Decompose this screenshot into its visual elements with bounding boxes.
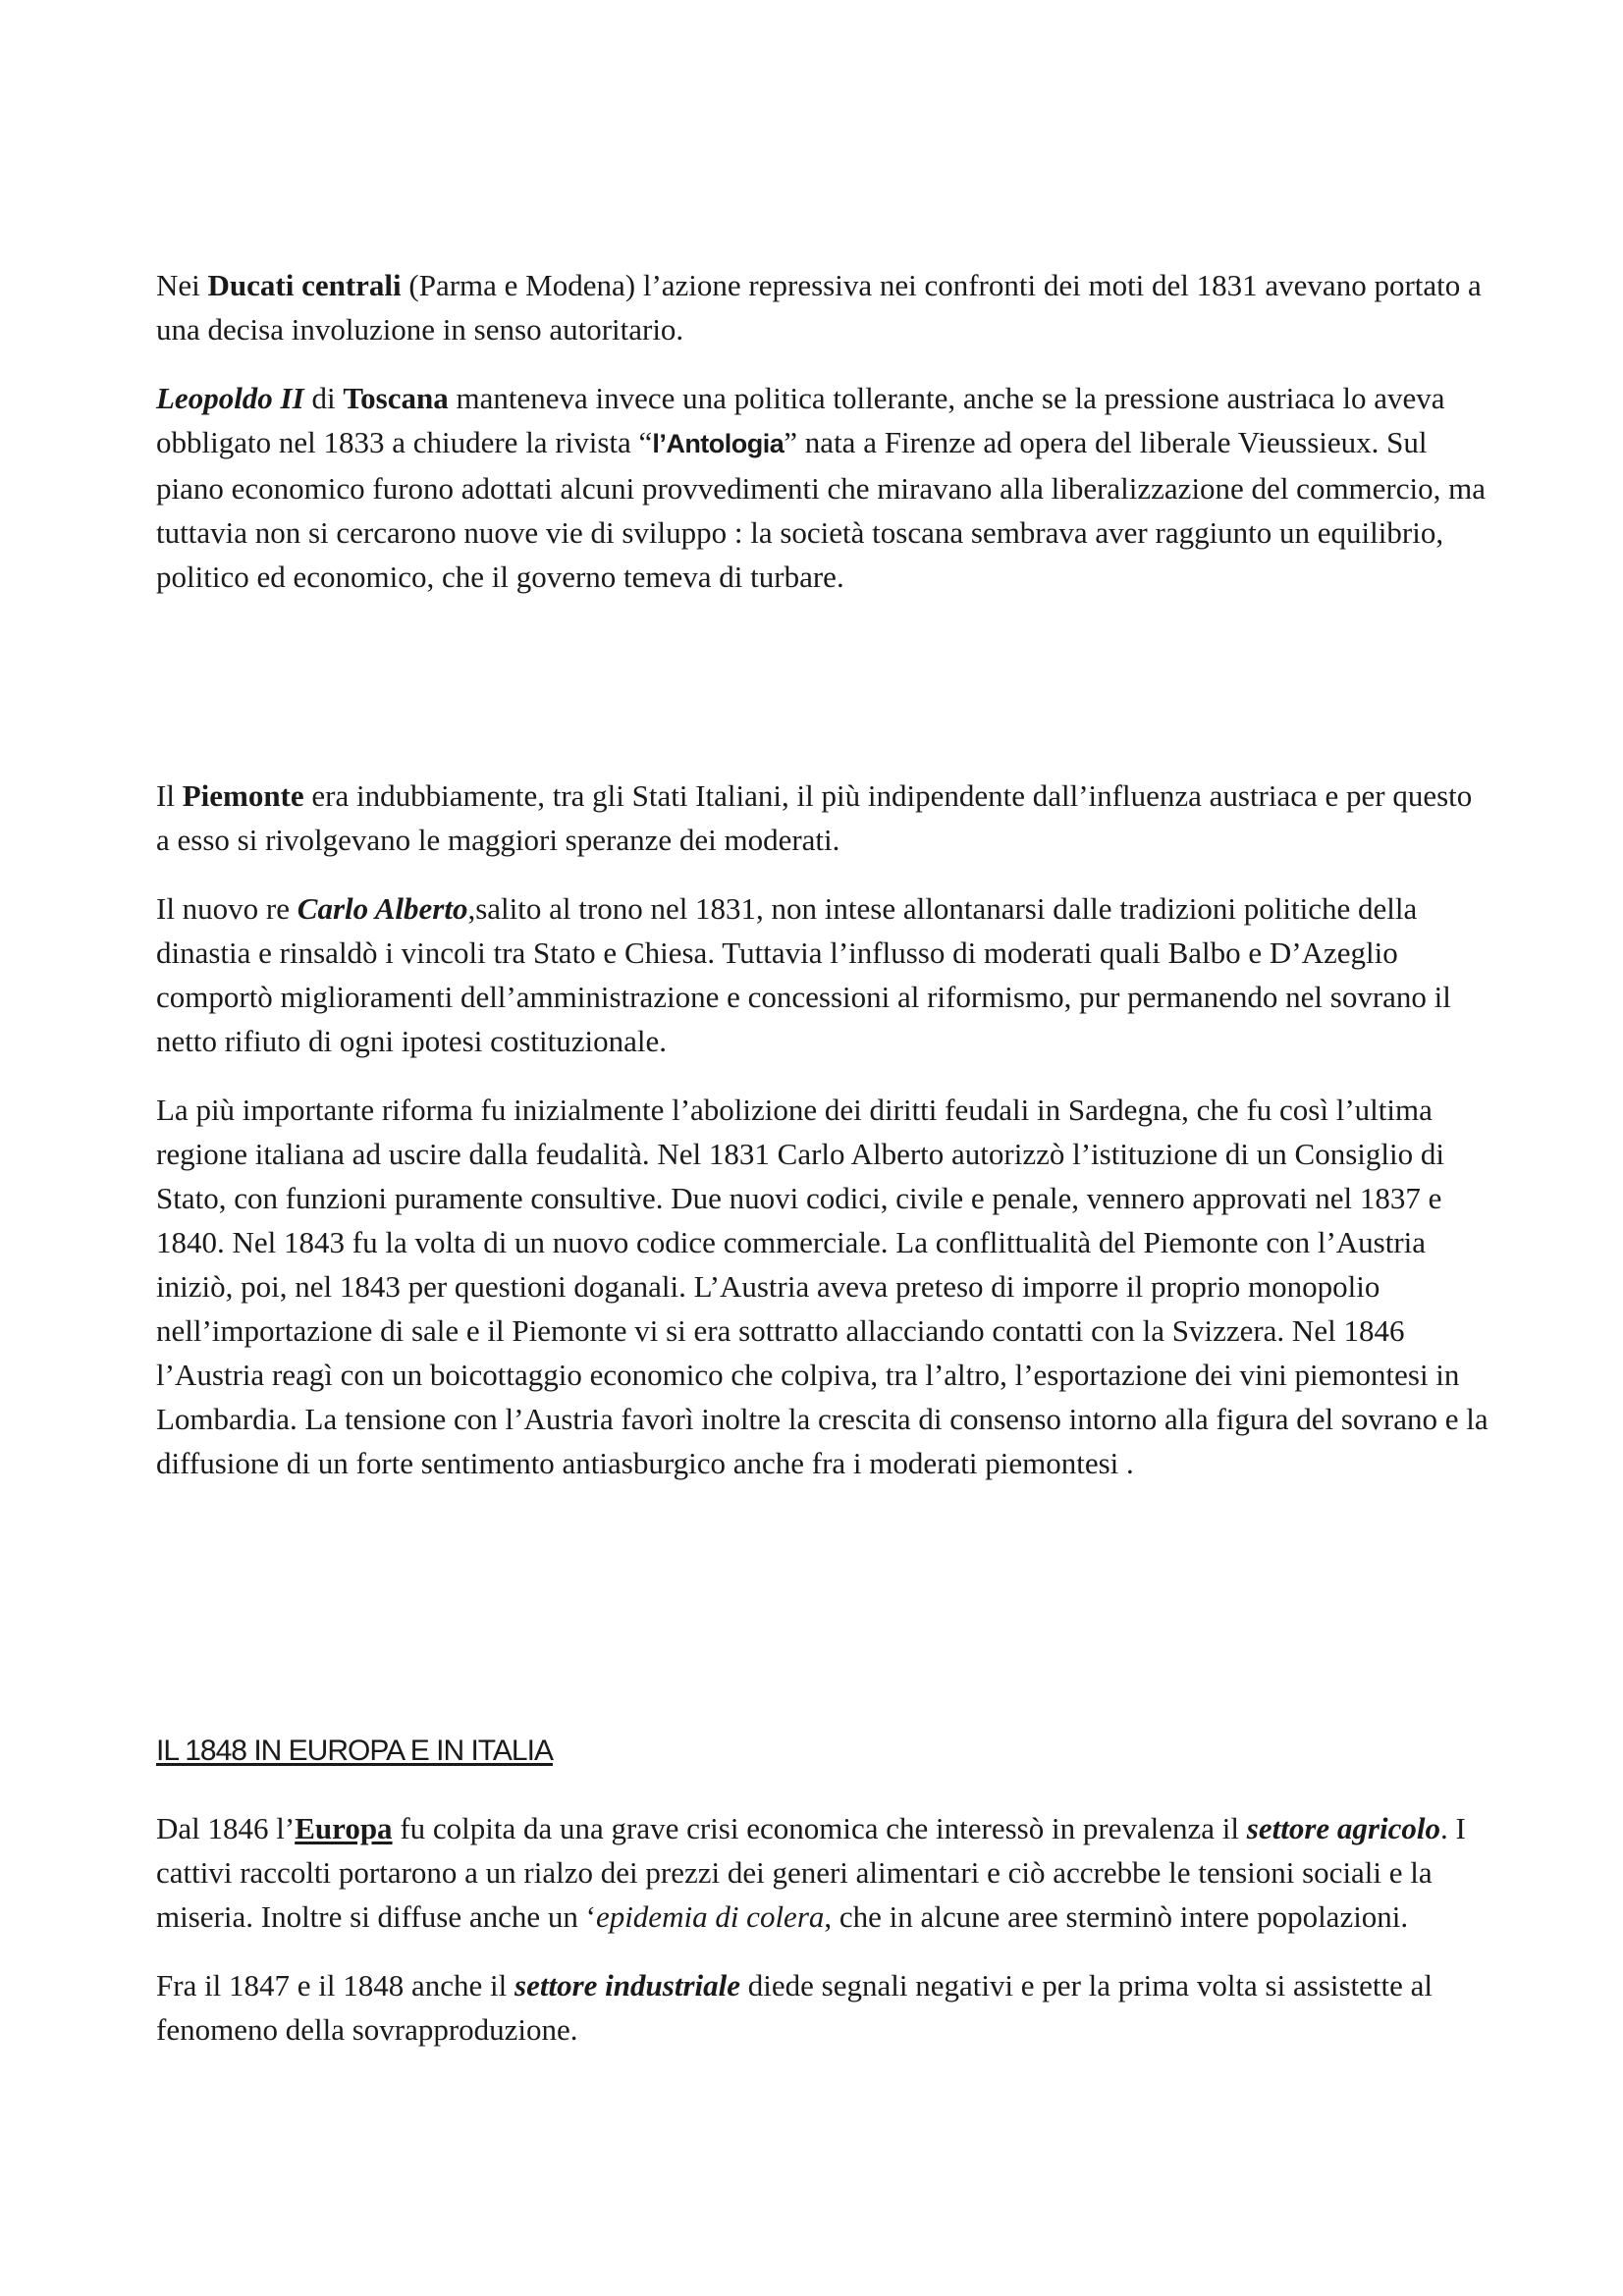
text-run: Il nuovo re — [156, 891, 298, 926]
text-block-1848 — [156, 1806, 1491, 2076]
term-piemonte: Piemonte — [182, 778, 304, 813]
text-run: . I cattivi raccolti portarono a un rialzo dei prezzi dei generi alimentari e ciò accrebbe le tensioni sociali e la miseria. Inoltre si diffuse anche un ‘ — [156, 1811, 1466, 1934]
term-antologia: l’Antologia — [652, 429, 784, 458]
text-block-ducati-toscana — [156, 263, 1491, 623]
text-run: Il — [156, 778, 183, 813]
term-leopoldo-ii: Leopoldo II — [156, 381, 304, 415]
term-toscana: Toscana — [343, 381, 449, 415]
text-run: di — [303, 381, 344, 415]
paragraph-ducati-centrali — [156, 263, 1491, 351]
text-block-piemonte — [156, 774, 1491, 1510]
text-run: Nei — [156, 268, 208, 302]
text-run: era indubbiamente, tra gli Stati Italiani, il più indipendente dall’influenza austriaca e per questo a esso si rivolgevano le maggiori speranze dei moderati. — [156, 778, 1473, 857]
paragraph-piemonte — [156, 774, 1491, 862]
paragraph-carlo-alberto — [156, 886, 1491, 1063]
paragraph-settore-industriale — [156, 1963, 1491, 2052]
text-run: manteneva invece una politica tollerante, anche se la pressione austriaca lo aveva obbligato nel 1833 a chiudere la rivista “ — [156, 381, 1445, 459]
text-run: Fra il 1847 e il 1848 anche il — [156, 1968, 515, 2002]
term-settore-agricolo: settore agricolo — [1246, 1811, 1440, 1845]
paragraph-riforme — [156, 1088, 1491, 1485]
text-run: ” nata a Firenze ad opera del liberale Vieussieux. Sul piano economico furono adottati alcuni provvedimenti che miravano alla liberalizzazione del commercio, ma tuttavia non si cercarono nuove vie di sviluppo : la società toscana sembrava aver raggiunto un equilibrio, politico ed economico, che il governo temeva di turbare. — [156, 425, 1486, 594]
term-ducati-centrali: Ducati centrali — [207, 268, 402, 302]
text-run: (Parma e Modena) l’azione repressiva nei confronti dei moti del 1831 avevano portato a una decisa involuzione in senso autoritario. — [156, 268, 1482, 347]
term-settore-industriale: settore industriale — [514, 1968, 740, 2002]
text-run: La più importante riforma fu inizialmente l’abolizione dei diritti feudali in Sardegna, che fu così l’ultima regione italiana ad uscire dalla feudalità. Nel 1831 Carlo Alberto autorizzò l’istituzione di un Consiglio di Stato, con funzioni puramente consultive. Due nuovi codici, civile e penale, vennero approvati nel 1837 e 1840. Nel 1843 fu la volta di un nuovo codice commerciale. La conflittualità del Piemonte con l’Austria iniziò, poi, nel 1843 per questioni doganali. L’Austria aveva preteso di imporre il proprio monopolio nell’importazione di sale e il Piemonte vi si era sottratto allacciando contatti con la Svizzera. Nel 1846 l’Austria reagì con un boicottaggio economico che colpiva, tra l’altro, l’esportazione dei vini piemontesi in Lombardia. La tensione con l’Austria favorì inoltre la crescita di consenso intorno alla figura del sovrano e la diffusione di un forte sentimento antiasburgico anche fra i moderati piemontesi . — [156, 1093, 1488, 1480]
text-run: , che in alcune aree sterminò intere popolazioni. — [824, 1899, 1409, 1934]
term-epidemia-di-colera: epidemia di colera — [595, 1899, 825, 1934]
text-run: fu colpita da una grave crisi economica che interessò in prevalenza il — [392, 1811, 1247, 1845]
term-carlo-alberto: Carlo Alberto — [297, 891, 468, 926]
text-run: diede segnali negativi e per la prima volta si assistette al fenomeno della sovrapproduzione. — [156, 1968, 1434, 2047]
paragraph-crisi-europa — [156, 1806, 1491, 1939]
section-heading: IL 1848 IN EUROPA E IN ITALIA — [156, 1735, 553, 1767]
paragraph-toscana — [156, 376, 1491, 599]
text-run: Dal 1846 l’ — [156, 1811, 296, 1845]
text-run: ,salito al trono nel 1831, non intese allontanarsi dalle tradizioni politiche della dinastia e rinsaldò i vincoli tra Stato e Chiesa. Tuttavia l’influsso di moderati quali Balbo e D’Azeglio comportò miglioramenti dell’amministrazione e concessioni al riformismo, pur permanendo nel sovrano il netto rifiuto di ogni ipotesi costituzionale. — [156, 891, 1451, 1058]
term-europa: Europa — [295, 1811, 393, 1845]
